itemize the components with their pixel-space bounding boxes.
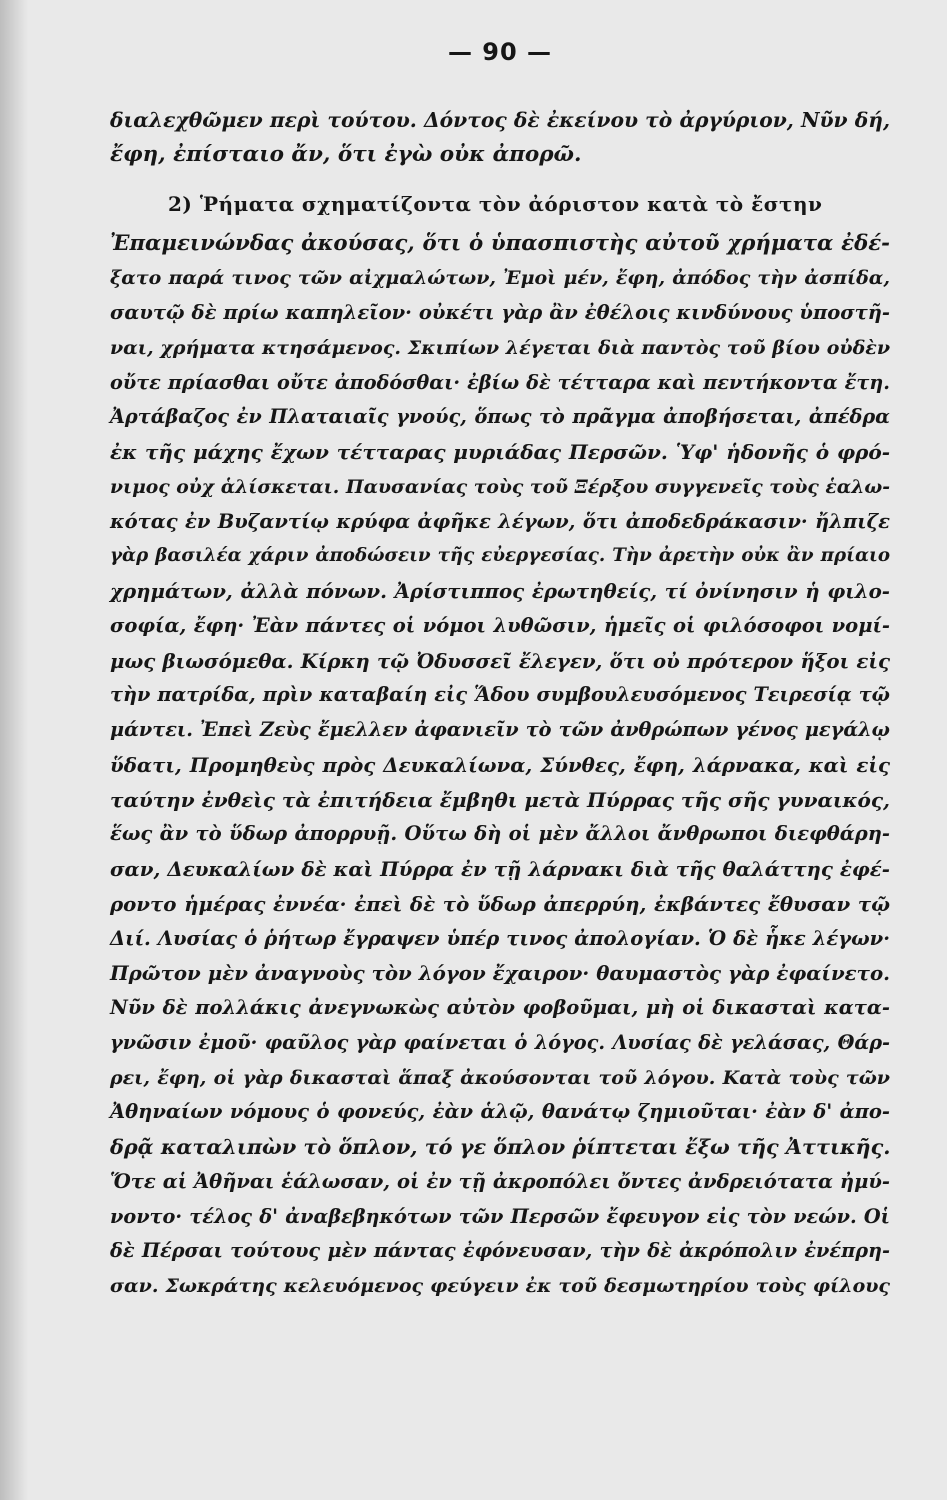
text-line: Ἀθηναίων νόμους ὁ φονεύς, ἐὰν ἁλῷ, θανάτῳ ζημιοῦται· ἐὰν δ' ἀπο-: [110, 1100, 890, 1124]
page-text: [110, 103, 890, 1304]
text-line: ἕως ἂν τὸ ὕδωρ ἀπορρυῇ. Οὕτω δὴ οἱ μὲν ἄλλοι ἄνθρωποι διεφθάρη-: [110, 822, 890, 846]
text-line: ναι, χρήματα κτησάμενος. Σκιπίων λέγεται διὰ παντὸς τοῦ βίου οὐδὲν: [110, 336, 890, 359]
text-line: μως βιωσόμεθα. Κίρκη τῷ Ὀδυσσεῖ ἔλεγεν, ὅτι οὐ πρότερον ἥξοι εἰς: [110, 648, 890, 673]
text-line: δὲ Πέρσαι τούτους μὲν πάντας ἐφόνευσαν, τὴν δὲ ἀκρόπολιν ἐνέπρη-: [110, 1239, 890, 1263]
text-line: σαυτῷ δὲ πρίω καπηλεῖον· οὐκέτι γὰρ ἂν ἐθέλοις κινδύνους ὑποστῆ-: [110, 301, 890, 324]
gutter-shadow: [0, 0, 28, 1500]
text-line: σαν. Σωκράτης κελευόμενος φεύγειν ἐκ τοῦ δεσμωτηρίου τοὺς φίλους: [110, 1275, 890, 1297]
text-line: Ἐπαμεινώνδας ἀκούσας, ὅτι ὁ ὑπασπιστὴς αὐτοῦ χρήματα ἐδέ-: [110, 230, 890, 256]
text-line: ξατο παρά τινος τῶν αἰχμαλώτων, Ἐμοὶ μέν, ἔφη, ἀπόδος τὴν ἀσπίδα,: [110, 267, 890, 290]
text-line: χρημάτων, ἀλλὰ πόνων. Ἀρίστιππος ἐρωτηθείς, τί ὀνίνησιν ἡ φιλο-: [110, 579, 890, 603]
text-line: μάντει. Ἐπεὶ Ζεὺς ἔμελλεν ἀφανιεῖν τὸ τῶν ἀνθρώπων γένος μεγάλῳ: [110, 718, 890, 741]
text-line: ἔφη, ἐπίσταιο ἄν, ὅτι ἐγὼ οὐκ ἀπορῶ.: [110, 141, 582, 167]
section-heading: 2) Ῥήματα σχηματίζοντα τὸν ἀόριστον κατὰ τὸ ἔστην: [168, 191, 823, 216]
text-line: γνῶσιν ἐμοῦ· φαῦλος γὰρ φαίνεται ὁ λόγος. Λυσίας δὲ γελάσας, Θάρ-: [110, 1030, 890, 1054]
text-line: σαν, Δευκαλίων δὲ καὶ Πύρρα ἐν τῇ λάρνακι διὰ τῆς θαλάττης ἐφέ-: [110, 857, 890, 881]
text-line: νοντο· τέλος δ' ἀναβεβηκότων τῶν Περσῶν ἔφευγον εἰς τὸν νεών. Οἱ: [110, 1204, 890, 1228]
text-line: ρει, ἔφη, οἱ γὰρ δικασταὶ ἅπαξ ἀκούσονται τοῦ λόγου. Κατὰ τοὺς τῶν: [110, 1066, 890, 1089]
text-line: νιμος οὐχ ἁλίσκεται. Παυσανίας τοὺς τοῦ Ξέρξου συγγενεῖς τοὺς ἑαλω-: [110, 475, 890, 498]
text-line: Ἀρτάβαζος ἐν Πλαταιαῖς γνούς, ὅπως τὸ πρᾶγμα ἀποβήσεται, ἀπέδρα: [110, 405, 890, 429]
text-line: γὰρ βασιλέα χάριν ἀποδώσειν τῆς εὐεργεσίας. Τὴν ἀρετὴν οὐκ ἂν πρίαιο: [110, 545, 890, 567]
text-line: διαλεχθῶμεν περὶ τούτου. Δόντος δὲ ἐκείνου τὸ ἀργύριον, Νῦν δή,: [110, 108, 890, 132]
text-line: ταύτην ἐνθεὶς τὰ ἐπιτήδεια ἔμβηθι μετὰ Πύρρας τῆς σῆς γυναικός,: [110, 787, 890, 812]
text-line: ἐκ τῆς μάχης ἔχων τέτταρας μυριάδας Περσῶν. Ὑφ' ἡδονῆς ὁ φρό-: [110, 440, 890, 464]
text-line: δρᾷ καταλιπὼν τὸ ὅπλον, τό γε ὅπλον ῥίπτεται ἔξω τῆς Ἀττικῆς.: [110, 1135, 891, 1159]
text-line: Διί. Λυσίας ὁ ῥήτωρ ἔγραψεν ὑπέρ τινος ἀπολογίαν. Ὁ δὲ ἧκε λέγων·: [110, 926, 890, 950]
page-number: — 90 —: [447, 38, 553, 66]
text-line: τὴν πατρίδα, πρὶν καταβαίη εἰς Ἅδου συμβουλευσόμενος Τειρεσίᾳ τῷ: [110, 683, 890, 707]
text-line: ροντο ἡμέρας ἐννέα· ἐπεὶ δὲ τὸ ὕδωρ ἀπερρύη, ἐκβάντες ἔθυσαν τῷ: [110, 891, 890, 916]
text-line: ὕδατι, Προμηθεὺς πρὸς Δευκαλίωνα, Σύνθες, ἔφη, λάρνακα, καὶ εἰς: [110, 752, 890, 777]
text-line: Ὅτε αἱ Ἀθῆναι ἑάλωσαν, οἱ ἐν τῇ ἀκροπόλει ὄντες ἀνδρειότατα ἠμύ-: [110, 1169, 890, 1193]
text-line: Νῦν δὲ πολλάκις ἀνεγνωκὼς αὐτὸν φοβοῦμαι, μὴ οἱ δικασταὶ κατα-: [110, 996, 890, 1019]
text-line: οὔτε πρίασθαι οὔτε ἀποδόσθαι· ἐβίω δὲ τέτταρα καὶ πεντήκοντα ἔτη.: [110, 370, 890, 394]
text-line: κότας ἐν Βυζαντίῳ κρύφα ἀφῆκε λέγων, ὅτι ἀποδεδράκασιν· ἤλπιζε: [110, 509, 890, 533]
text-line: Πρῶτον μὲν ἀναγνοὺς τὸν λόγον ἔχαιρον· θαυμαστὸς γὰρ ἐφαίνετο.: [110, 961, 890, 986]
text-line: σοφία, ἔφη· Ἐὰν πάντες οἱ νόμοι λυθῶσιν, ἡμεῖς οἱ φιλόσοφοι νομί-: [110, 613, 890, 637]
